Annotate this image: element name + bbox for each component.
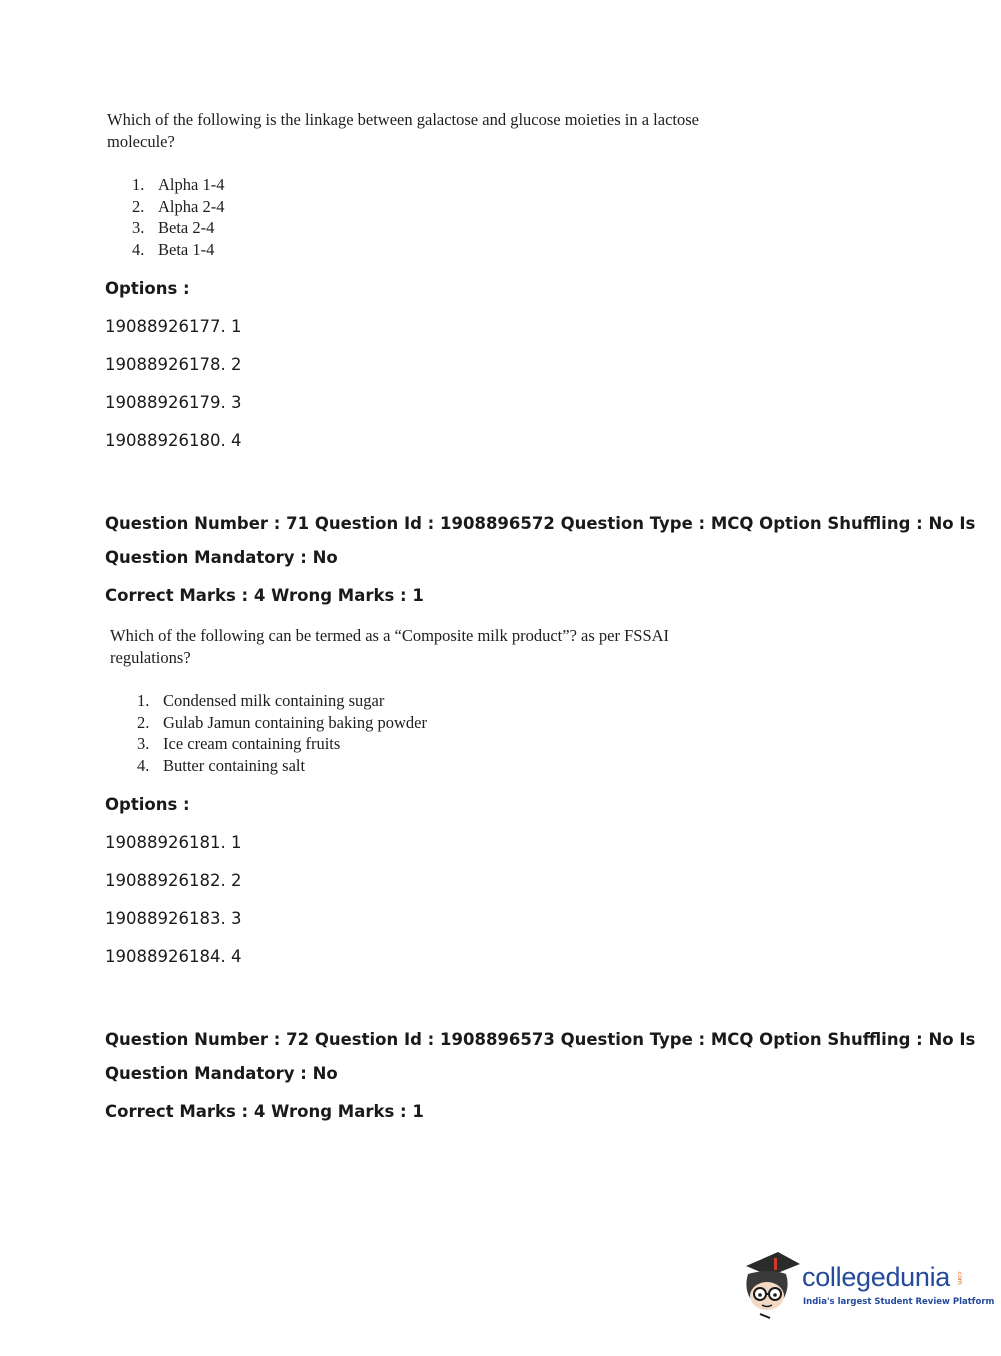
question-71-marks: Correct Marks : 4 Wrong Marks : 1	[105, 586, 424, 605]
question-72-header: Question Number : 72 Question Id : 1908896573 Question Type : MCQ Option Shuffling : No Is	[105, 1030, 976, 1049]
collegedunia-logo	[740, 1248, 995, 1320]
option-line: 19088926181. 1	[105, 833, 242, 852]
choice-item: 4. Butter containing salt	[137, 755, 306, 775]
choice-item: 4. Beta 1-4	[132, 239, 215, 259]
logo-wordmark: collegedunia	[802, 1262, 951, 1292]
option-line: 19088926184. 4	[105, 947, 242, 966]
question-text-line: Which of the following is the linkage between galactose and glucose moieties in a lactose	[107, 110, 699, 129]
option-line: 19088926177. 1	[105, 317, 242, 336]
option-line: 19088926183. 3	[105, 909, 242, 928]
question-72-marks: Correct Marks : 4 Wrong Marks : 1	[105, 1102, 424, 1121]
option-line: 19088926182. 2	[105, 871, 242, 890]
choice-item: 1. Alpha 1-4	[132, 175, 225, 194]
option-line: 19088926179. 3	[105, 393, 242, 412]
options-heading: Options :	[105, 279, 190, 298]
question-text-line: Which of the following can be termed as a “Composite milk product”? as per FSSAI	[110, 626, 670, 645]
question-71-choices	[137, 690, 427, 776]
option-line: 19088926178. 2	[105, 355, 242, 374]
question-text-line: regulations?	[110, 648, 191, 667]
choice-item: 3. Ice cream containing fruits	[137, 734, 341, 753]
question-72-mandatory: Question Mandatory : No	[105, 1064, 338, 1083]
choice-item: 1. Condensed milk containing sugar	[137, 691, 385, 710]
question-71-header: Question Number : 71 Question Id : 1908896572 Question Type : MCQ Option Shuffling : No Is	[105, 514, 976, 533]
choice-item: 2. Gulab Jamun containing baking powder	[137, 712, 427, 732]
logo-domain-suffix: .com	[956, 1270, 963, 1285]
options-heading: Options :	[105, 795, 190, 814]
question-71-mandatory: Question Mandatory : No	[105, 548, 338, 567]
logo-tagline: India's largest Student Review Platform	[803, 1297, 995, 1307]
option-line: 19088926180. 4	[105, 431, 242, 450]
choice-item: 3. Beta 2-4	[132, 218, 215, 237]
question-71-text	[110, 625, 750, 669]
question-70-choices	[132, 174, 224, 260]
question-70-text	[107, 109, 747, 153]
question-text-line: molecule?	[107, 132, 175, 151]
choice-item: 2. Alpha 2-4	[132, 196, 225, 216]
graduate-mascot-icon	[740, 1248, 802, 1320]
